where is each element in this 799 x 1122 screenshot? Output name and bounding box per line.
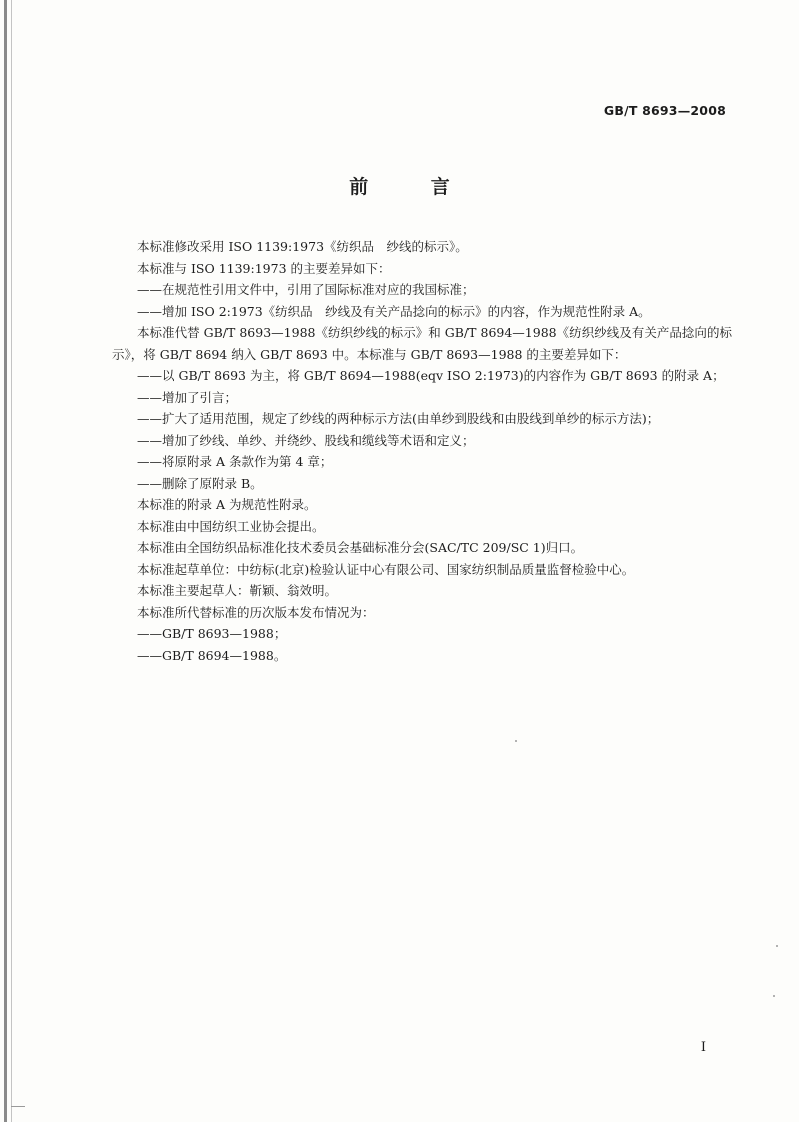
foreword-body: [112, 236, 732, 666]
paragraph-proposer: 本标准由中国纺织工业协会提出。: [137, 518, 325, 534]
paragraph-replacement: 本标准代替 GB/T 8693—1988《纺织纱线的标示》和 GB/T 8694—1988《纺织纱线及有关产品捻向的标示》，将 GB/T 8694 纳入 GB/T 8693 中。本标准与 GB/T 8693—1988 的主要差异如下：: [112, 325, 732, 362]
paragraph-centralized: 本标准由全国纺织品标准化技术委员会基础标准分会(SAC/TC 209/SC 1)归口。: [137, 540, 584, 555]
scan-speck: [776, 945, 778, 947]
scan-speck: [773, 995, 775, 997]
list-item: ——扩大了适用范围，规定了纱线的两种标示方法(由单纱到股线和由股线到单纱的标示方法)；: [137, 411, 660, 426]
paragraph-history-intro: 本标准所代替标准的历次版本发布情况为：: [137, 604, 375, 620]
scan-speck: [515, 740, 517, 742]
list-item: ——以 GB/T 8693 为主，将 GB/T 8694—1988(eqv ISO 2:1973)的内容作为 GB/T 8693 的附录 A；: [137, 368, 725, 383]
list-item: ——增加 ISO 2:1973《纺织品 纱线及有关产品捻向的标示》的内容，作为规范性附录 A。: [137, 303, 651, 319]
list-item: ——在规范性引用文件中，引用了国际标准对应的我国标准；: [137, 282, 475, 297]
paragraph-differences-intro: 本标准与 ISO 1139:1973 的主要差异如下：: [137, 260, 391, 276]
list-item: ——GB/T 8693—1988；: [137, 626, 287, 641]
paragraph-drafters: 本标准主要起草人：靳颖、翁效明。: [137, 583, 338, 598]
scan-corner-mark: [11, 1106, 25, 1107]
list-item: ——增加了引言；: [137, 389, 238, 405]
list-item: ——GB/T 8694—1988。: [137, 647, 287, 663]
page-number: I: [700, 1040, 706, 1055]
list-item: ——将原附录 A 条款作为第 4 章；: [137, 454, 333, 469]
list-item: ——增加了纱线、单纱、并绕纱、股线和缆线等术语和定义；: [137, 432, 475, 448]
scan-edge-line-inner: [11, 0, 12, 1122]
paragraph-annex: 本标准的附录 A 为规范性附录。: [137, 497, 317, 512]
standard-code: GB/T 8693—2008: [603, 103, 726, 118]
paragraph-drafting-units: 本标准起草单位：中纺标(北京)检验认证中心有限公司、国家纺织制品质量监督检验中心。: [137, 561, 635, 577]
scan-edge-line: [4, 0, 7, 1122]
list-item: ——删除了原附录 B。: [137, 475, 263, 491]
page-title: 前 言: [349, 176, 478, 198]
paragraph-adoption: 本标准修改采用 ISO 1139:1973《纺织品 纱线的标示》。: [137, 239, 468, 254]
